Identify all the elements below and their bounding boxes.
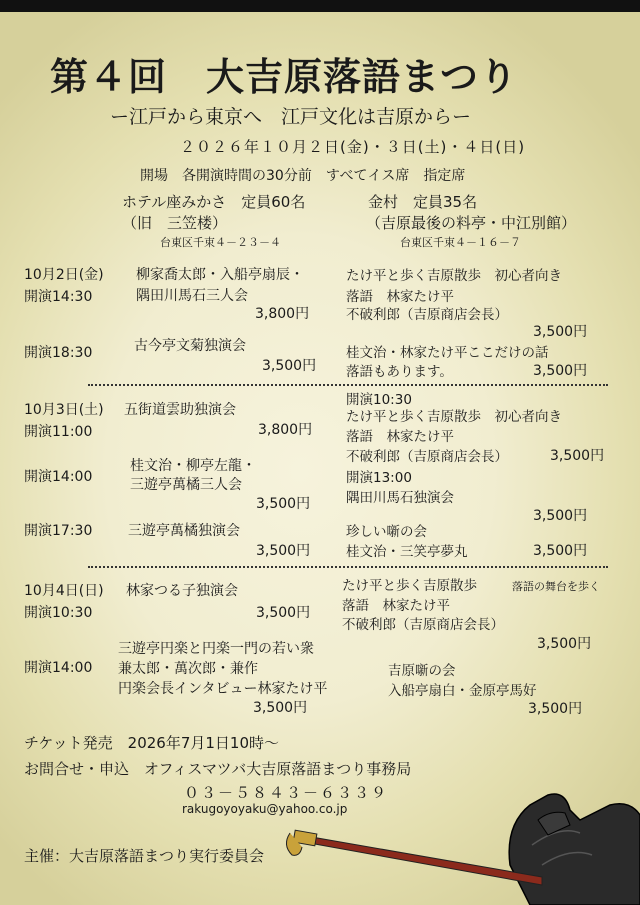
contact-info: お問合せ・申込 オフィスマツバ大吉原落語まつり事務局 — [24, 760, 412, 778]
phone-number: ０３－５８４３－６３３９ — [184, 784, 389, 802]
day1-row2-right-line2: 落語もあります。 — [346, 364, 453, 380]
day2-row2-right-price: 3,500円 — [533, 508, 588, 524]
day3-row2-right-line1: 吉原噺の会 — [388, 663, 456, 679]
top-border — [0, 0, 640, 12]
day3-row2-left-price: 3,500円 — [253, 700, 308, 716]
day3-row2-left-line3: 円楽会長インタビュー林家たけ平 — [118, 681, 328, 697]
divider-1 — [88, 384, 608, 386]
day3-row2-right-line2: 入船亭扇白・金原亭馬好 — [388, 683, 537, 699]
day3-row2-right-price: 3,500円 — [528, 701, 583, 717]
day2-row3-right-price: 3,500円 — [533, 543, 588, 559]
day3-row1-time: 開演10:30 — [24, 605, 93, 621]
day2-row1-left-price: 3,800円 — [258, 422, 313, 438]
day2-row2-time: 開演14:00 — [24, 469, 93, 485]
venue-1-address: 台東区千束４－２３－４ — [160, 236, 281, 249]
day3-row1-right-tag: 落語の舞台を歩く — [512, 580, 600, 593]
day1-row2-left: 古今亭文菊独演会 — [134, 338, 246, 354]
day2-row2-left-price: 3,500円 — [256, 496, 311, 512]
day2-row1-right-line2: たけ平と歩く吉原散歩 初心者向き — [346, 409, 562, 425]
day2-row3-left-price: 3,500円 — [256, 543, 311, 559]
venue-1-name: ホテル座みかさ 定員60名 — [122, 193, 306, 211]
day3-row1-right-line2: 落語 林家たけ平 — [342, 598, 450, 614]
day3-row2-left-line1: 三遊亭円楽と円楽一門の若い衆 — [118, 641, 314, 657]
day2-row1-right-line3: 落語 林家たけ平 — [346, 429, 454, 445]
day3-row2-time: 開演14:00 — [24, 660, 93, 676]
day1-row1-left-price: 3,800円 — [255, 306, 310, 322]
day1-row1-right-line3: 不破利郎（吉原商店会長） — [346, 307, 508, 323]
poster-title: 第４回 大吉原落語まつり — [50, 55, 519, 99]
day3-date: 10月4日(日) — [24, 583, 104, 599]
day2-row3-right-line1: 珍しい噺の会 — [346, 524, 427, 540]
day2-row2-left-line1: 桂文治・柳亭左龍・ — [130, 458, 256, 474]
day3-row1-right-line1: たけ平と歩く吉原散歩 — [342, 578, 477, 594]
day2-date: 10月3日(土) — [24, 402, 104, 418]
contact-email: rakugoyoyaku@yahoo.co.jp — [182, 802, 348, 816]
day3-row1-right-line3: 不破利郎（吉原商店会長） — [342, 617, 504, 633]
divider-2 — [88, 566, 608, 568]
day2-row1-right-line4: 不破利郎（吉原商店会長） — [346, 449, 508, 465]
day1-row2-time: 開演18:30 — [24, 345, 93, 361]
venue-2-address: 台東区千束４－１６－７ — [400, 236, 521, 249]
poster-subtitle: ー江戸から東京へ 江戸文化は吉原からー — [110, 106, 472, 128]
venue-2-name: 金村 定員35名 — [368, 193, 478, 211]
venue-2-note: （吉原最後の料亭・中江別館） — [366, 214, 577, 232]
day1-row1-right-line2: 落語 林家たけ平 — [346, 289, 454, 305]
day1-row1-left-line2: 隅田川馬石三人会 — [136, 288, 248, 304]
event-dates: ２０２６年１０月２日(金)・３日(土)・４日(日) — [180, 138, 526, 156]
kiseru-pipe-icon — [280, 785, 640, 905]
day2-row3-right-line2: 桂文治・三笑亭夢丸 — [346, 544, 468, 560]
day1-date: 10月2日(金) — [24, 267, 104, 283]
organizer: 主催：大吉原落語まつり実行委員会 — [24, 847, 265, 865]
day1-row2-right-price: 3,500円 — [533, 363, 588, 379]
day1-row1-right-price: 3,500円 — [533, 324, 588, 340]
day1-row1-right-line1: たけ平と歩く吉原散歩 初心者向き — [346, 268, 562, 284]
venue-1-note: （旧 三笠楼） — [122, 214, 228, 232]
day3-row2-left-line2: 兼太郎・萬次郎・兼作 — [118, 661, 258, 677]
day1-row2-left-price: 3,500円 — [262, 358, 317, 374]
day2-row3-time: 開演17:30 — [24, 523, 93, 539]
day1-row1-time: 開演14:30 — [24, 289, 93, 305]
day2-row2-right-line2: 隅田川馬石独演会 — [346, 490, 454, 506]
day2-row1-right-price: 3,500円 — [550, 448, 605, 464]
seating-info: 開場 各開演時間の30分前 すべてイス席 指定席 — [140, 168, 466, 184]
day3-row1-left: 林家つる子独演会 — [126, 583, 238, 599]
day1-row1-left-line1: 柳家喬太郎・入船亭扇辰・ — [136, 267, 304, 283]
day1-row2-right-line1: 桂文治・林家たけ平ここだけの話 — [346, 345, 549, 361]
day2-row1-time: 開演11:00 — [24, 424, 93, 440]
day3-row1-left-price: 3,500円 — [256, 605, 311, 621]
day2-row2-left-line2: 三遊亭萬橘三人会 — [130, 477, 242, 493]
day3-row1-right-price: 3,500円 — [537, 636, 592, 652]
day2-row1-right-line1: 開演10:30 — [346, 392, 412, 408]
day2-row1-left: 五街道雲助独演会 — [124, 402, 236, 418]
day2-row2-right-line1: 開演13:00 — [346, 470, 412, 486]
day2-row3-left: 三遊亭萬橘独演会 — [128, 523, 240, 539]
ticket-info: チケット発売 2026年7月1日10時～ — [24, 734, 279, 752]
